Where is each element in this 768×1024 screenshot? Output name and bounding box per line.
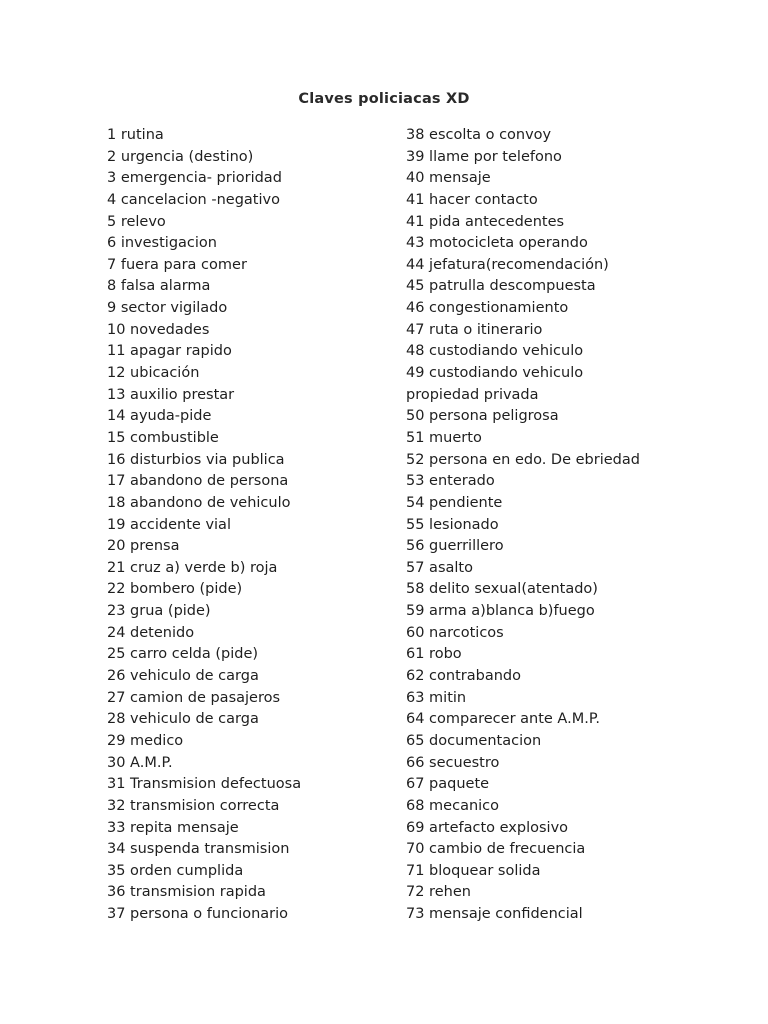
code-list-item: 11 apagar rapido [107,343,232,360]
code-list-item: 12 ubicación [107,365,200,382]
code-list-item: 64 comparecer ante A.M.P. [406,711,600,728]
code-list-item: 16 disturbios via publica [107,451,285,468]
code-list-item: 62 contrabando [406,668,521,685]
code-list-item: 52 persona en edo. De ebriedad [406,451,640,468]
code-list-item: 67 paquete [406,776,490,793]
code-list-item: 14 ayuda-pide [107,408,212,425]
code-list-item: 10 novedades [107,321,210,338]
code-list-item: 50 persona peligrosa [406,408,559,425]
code-list-item: 7 fuera para comer [107,256,247,273]
code-list-item: 59 arma a)blanca b)fuego [406,603,595,620]
code-list-item: 48 custodiando vehiculo [406,343,584,360]
code-list-item: 6 investigacion [107,235,217,252]
code-list-item: 57 asalto [406,559,473,576]
code-list-item: 58 delito sexual(atentado) [406,581,598,598]
code-list-item: 46 congestionamiento [406,300,569,317]
code-list-item: 41 pida antecedentes [406,213,565,230]
right-column-list [406,125,736,926]
code-list-item: 47 ruta o itinerario [406,321,543,338]
code-list-item: 38 escolta o convoy [406,127,552,143]
code-list-item: 56 guerrillero [406,538,504,555]
code-list-item: 53 enterado [406,473,495,490]
code-list-item: 39 llame por telefono [406,148,562,165]
code-list-item: 31 Transmision defectuosa [107,776,302,793]
code-list-item: 9 sector vigilado [107,300,228,317]
code-list-item: 72 rehen [406,884,471,901]
code-list-item: 49 custodiando vehiculo [406,365,584,382]
code-list-item: 13 auxilio prestar [107,386,235,403]
code-list-item: 61 robo [406,646,462,663]
code-list-item: 32 transmision correcta [107,797,280,814]
code-list-item: 17 abandono de persona [107,473,289,490]
code-list-item: 3 emergencia- prioridad [107,170,282,187]
code-list-item: 8 falsa alarma [107,278,211,295]
code-list-item: 43 motocicleta operando [406,235,588,252]
code-list-item: 5 relevo [107,213,166,230]
code-list-item: 18 abandono de vehiculo [107,494,291,511]
code-list-item: 15 combustible [107,429,219,446]
code-list-item: 60 narcoticos [406,624,504,641]
code-list-item: 21 cruz a) verde b) roja [107,559,278,576]
code-list-item: 35 orden cumplida [107,862,244,879]
code-list-item: 54 pendiente [406,494,503,511]
code-list-item: 65 documentacion [406,732,542,749]
code-list-item: 25 carro celda (pide) [107,646,259,663]
code-list-item: 63 mitin [406,689,467,706]
code-list-item: 55 lesionado [406,516,499,533]
code-list-item: 24 detenido [107,624,195,641]
code-list-item: 73 mensaje confidencial [406,906,583,923]
code-list-item: 36 transmision rapida [107,884,266,901]
code-list-item: 41 hacer contacto [406,191,538,208]
code-list-item: 2 urgencia (destino) [107,148,254,165]
code-list-item: 23 grua (pide) [107,603,211,620]
code-list-item: 20 prensa [107,538,180,555]
code-list-item: 1 rutina [107,127,164,143]
code-list-item: 34 suspenda transmision [107,841,290,858]
code-list-item: 30 A.M.P. [107,754,173,771]
code-list-item: 29 medico [107,732,184,749]
code-list-item: propiedad privada [406,386,539,403]
code-list-item: 69 artefacto explosivo [406,819,569,836]
code-list-item: 37 persona o funcionario [107,906,289,923]
code-list-item: 51 muerto [406,429,482,446]
code-list-item: 27 camion de pasajeros [107,689,281,706]
code-list-item: 45 patrulla descompuesta [406,278,596,295]
code-list-item: 4 cancelacion -negativo [107,191,280,208]
code-list-item: 28 vehiculo de carga [107,711,259,728]
code-list-item: 26 vehiculo de carga [107,668,259,685]
code-list-item: 66 secuestro [406,754,500,771]
code-list-item: 71 bloquear solida [406,862,541,879]
code-list-item: 19 accidente vial [107,516,231,533]
code-list-item: 22 bombero (pide) [107,581,243,598]
code-list-item: 68 mecanico [406,797,500,814]
left-column-list [107,125,392,926]
code-list-item: 40 mensaje [406,170,491,187]
code-list-item: 33 repita mensaje [107,819,239,836]
code-list-item: 70 cambio de frecuencia [406,841,586,858]
document-title: Claves policiacas XD [298,91,470,107]
code-list-item: 44 jefatura(recomendación) [406,256,609,273]
